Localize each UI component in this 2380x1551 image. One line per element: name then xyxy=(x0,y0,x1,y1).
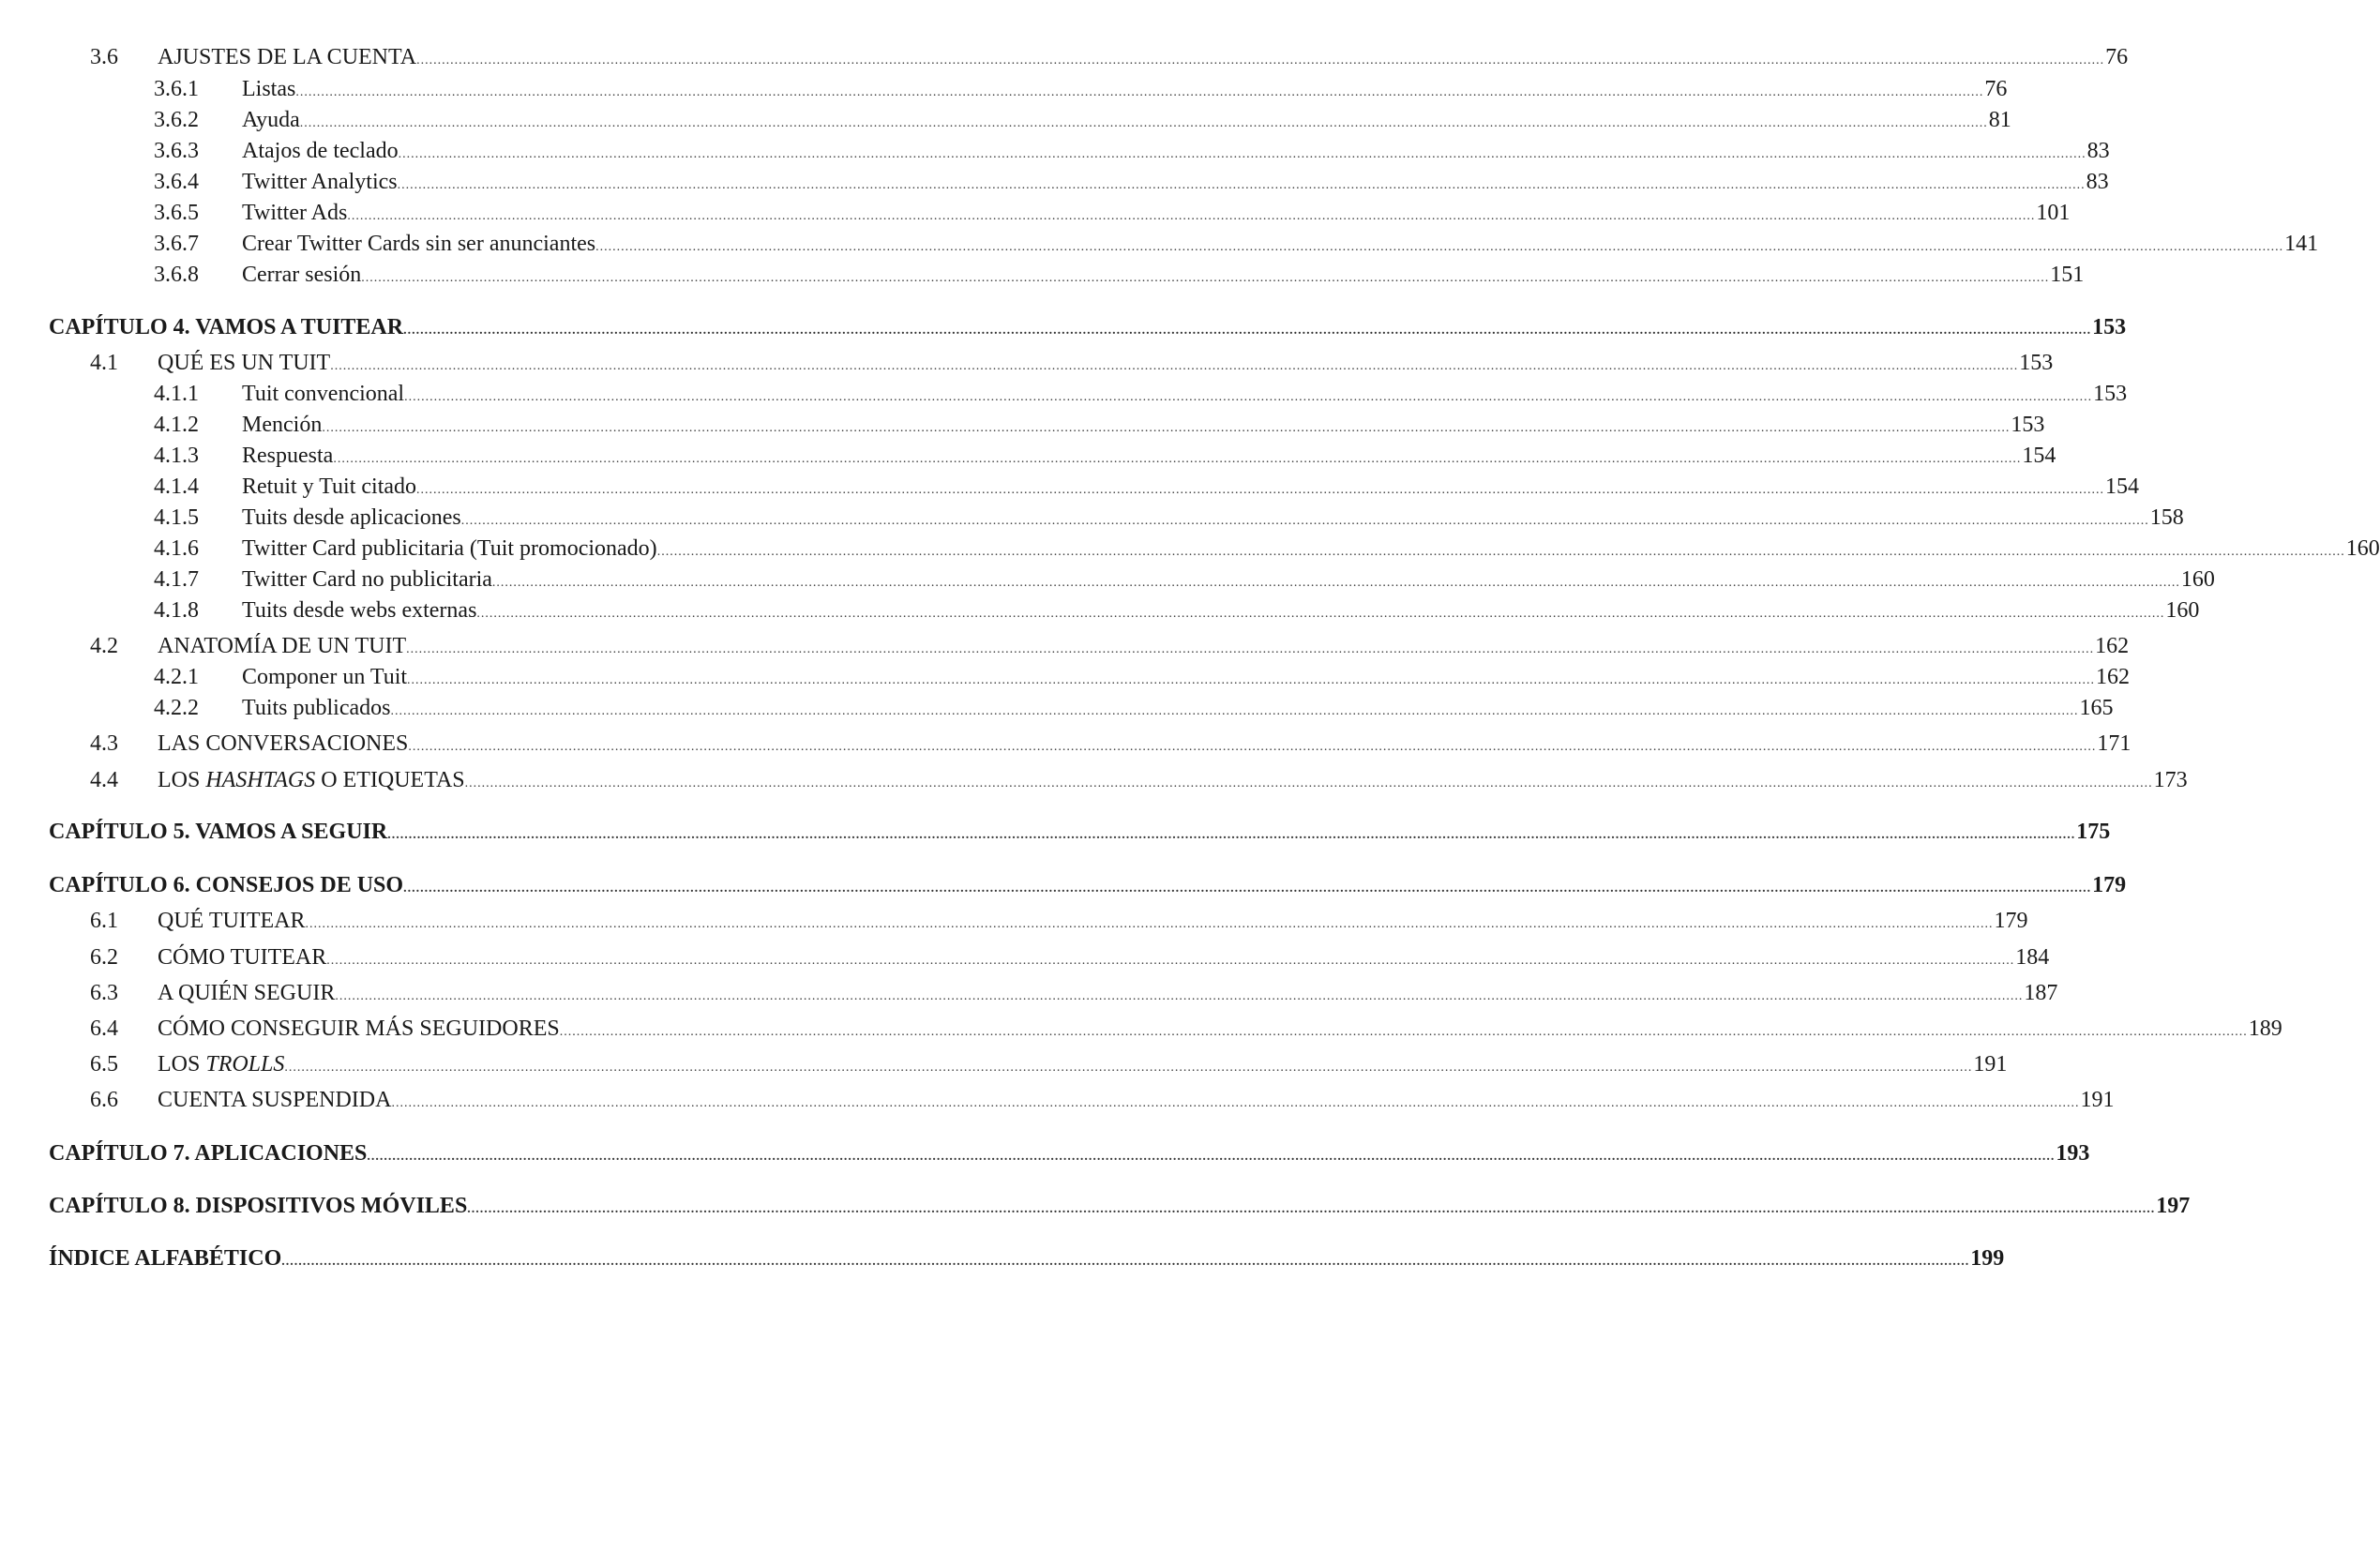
toc-entry-number: 6.1 xyxy=(90,909,118,933)
toc-section-entry[interactable] xyxy=(90,943,2050,975)
toc-entry-title-italic: HASHTAGS xyxy=(205,768,316,792)
dot-leader: ................................................................................................................................................................................................................................................................................................................................................................................................................ xyxy=(403,324,2092,338)
toc-chapter-entry[interactable] xyxy=(49,313,2127,345)
dot-leader: ................................................................................................................................................................................................................................................................................................................................................................................................................ xyxy=(476,607,2165,621)
toc-entry-number: 4.1.5 xyxy=(154,505,199,530)
toc-entry-number: 4.2.1 xyxy=(154,665,199,689)
dot-leader: ................................................................................................................................................................................................................................................................................................................................................................................................................ xyxy=(322,421,2011,435)
toc-entry-page-number: 154 xyxy=(2022,444,2056,468)
toc-entry-title-part: LOS xyxy=(158,768,206,792)
toc-subsection-entry[interactable] xyxy=(154,596,2200,628)
toc-entry-number: 4.4 xyxy=(90,768,118,792)
toc-entry-title-italic: TROLLS xyxy=(205,1052,285,1077)
toc-section-entry[interactable] xyxy=(90,1050,2008,1082)
dot-leader: ................................................................................................................................................................................................................................................................................................................................................................................................................ xyxy=(281,1255,1970,1269)
toc-entry-title: Tuits desde webs externas xyxy=(242,598,477,623)
toc-entry-title: Twitter Card publicitaria (Tuit promocionado) xyxy=(242,536,657,561)
toc-entry-page-number: 158 xyxy=(2149,505,2184,530)
dot-leader: ................................................................................................................................................................................................................................................................................................................................................................................................................ xyxy=(361,271,2050,285)
toc-entry-title: Tuit convencional xyxy=(242,382,405,406)
toc-entry-title: CAPÍTULO 8. DISPOSITIVOS MÓVILES xyxy=(49,1194,468,1218)
toc-chapter-entry[interactable] xyxy=(49,1244,2005,1276)
dot-leader: ................................................................................................................................................................................................................................................................................................................................................................................................................ xyxy=(407,673,2096,687)
toc-entry-title: CAPÍTULO 5. VAMOS A SEGUIR xyxy=(49,820,388,844)
toc-section-entry[interactable] xyxy=(90,349,2054,381)
toc-section-entry[interactable] xyxy=(90,907,2028,939)
toc-entry-title xyxy=(158,1050,284,1078)
toc-section-entry[interactable] xyxy=(90,1086,2115,1118)
dot-leader: ................................................................................................................................................................................................................................................................................................................................................................................................................ xyxy=(299,116,1988,130)
dot-leader: ................................................................................................................................................................................................................................................................................................................................................................................................................ xyxy=(387,828,2076,842)
toc-entry-title: Cerrar sesión xyxy=(242,263,362,287)
dot-leader: ................................................................................................................................................................................................................................................................................................................................................................................................................ xyxy=(305,917,1994,931)
toc-entry-title: CÓMO CONSEGUIR MÁS SEGUIDORES xyxy=(158,1016,560,1041)
dot-leader: ................................................................................................................................................................................................................................................................................................................................................................................................................ xyxy=(367,1150,2056,1164)
toc-subsection-entry[interactable] xyxy=(154,199,2071,231)
toc-entry-title: Tuits desde aplicaciones xyxy=(242,505,461,530)
toc-subsection-entry[interactable] xyxy=(154,75,2008,107)
dot-leader: ................................................................................................................................................................................................................................................................................................................................................................................................................ xyxy=(559,1025,2248,1039)
toc-entry-number: 4.1.1 xyxy=(154,382,199,406)
toc-entry-page-number: 171 xyxy=(2097,731,2131,756)
toc-entry-title: QUÉ TUITEAR xyxy=(158,909,306,933)
toc-entry-number: 3.6.5 xyxy=(154,201,199,225)
toc-chapter-entry[interactable] xyxy=(49,818,2111,850)
toc-entry-title: Twitter Card no publicitaria xyxy=(242,567,492,592)
toc-entry-page-number: 153 xyxy=(2019,351,2054,375)
toc-entry-number: 6.3 xyxy=(90,981,118,1005)
toc-entry-number: 3.6.2 xyxy=(154,108,199,132)
toc-entry-title: Listas xyxy=(242,77,296,101)
toc-entry-title: CAPÍTULO 7. APLICACIONES xyxy=(49,1141,368,1166)
toc-entry-title-part: LOS xyxy=(158,1052,206,1077)
dot-leader: ................................................................................................................................................................................................................................................................................................................................................................................................................ xyxy=(406,642,2095,656)
toc-entry-number: 3.6 xyxy=(90,45,118,69)
toc-entry-page-number: 173 xyxy=(2153,768,2188,792)
toc-entry-title: CAPÍTULO 4. VAMOS A TUITEAR xyxy=(49,315,404,339)
dot-leader: ................................................................................................................................................................................................................................................................................................................................................................................................................ xyxy=(335,989,2024,1003)
dot-leader: ................................................................................................................................................................................................................................................................................................................................................................................................................ xyxy=(416,53,2105,68)
dot-leader: ................................................................................................................................................................................................................................................................................................................................................................................................................ xyxy=(326,954,2015,968)
toc-entry-number: 4.1.3 xyxy=(154,444,199,468)
toc-entry-page-number: 187 xyxy=(2024,981,2058,1005)
toc-entry-page-number: 160 xyxy=(2165,598,2200,623)
toc-entry-title: Twitter Analytics xyxy=(242,170,398,194)
toc-entry-page-number: 184 xyxy=(2015,945,2050,970)
toc-section-entry[interactable] xyxy=(90,632,2130,664)
toc-chapter-entry[interactable] xyxy=(49,871,2127,903)
toc-entry-number: 3.6.7 xyxy=(154,232,199,256)
toc-subsection-entry[interactable] xyxy=(154,473,2140,504)
toc-entry-page-number: 76 xyxy=(1984,77,2008,101)
dot-leader: ................................................................................................................................................................................................................................................................................................................................................................................................................ xyxy=(398,147,2086,161)
toc-subsection-entry[interactable] xyxy=(154,137,2110,169)
toc-entry-page-number: 153 xyxy=(2093,382,2128,406)
toc-entry-title: Ayuda xyxy=(242,108,300,132)
toc-entry-number: 3.6.4 xyxy=(154,170,199,194)
toc-section-entry[interactable] xyxy=(90,979,2058,1011)
toc-entry-title: A QUIÉN SEGUIR xyxy=(158,981,336,1005)
toc-section-entry[interactable] xyxy=(90,43,2129,75)
dot-leader: ................................................................................................................................................................................................................................................................................................................................................................................................................ xyxy=(460,514,2149,528)
toc-entry-page-number: 162 xyxy=(2095,634,2130,658)
toc-section-entry[interactable] xyxy=(90,730,2131,761)
toc-subsection-entry[interactable] xyxy=(154,261,2085,293)
toc-chapter-entry[interactable] xyxy=(49,1192,2191,1224)
toc-entry-number: 6.2 xyxy=(90,945,118,970)
toc-entry-page-number: 83 xyxy=(2086,170,2109,194)
toc-entry-page-number: 154 xyxy=(2105,474,2140,499)
toc-subsection-entry[interactable] xyxy=(154,565,2215,597)
toc-entry-number: 6.6 xyxy=(90,1088,118,1112)
toc-entry-number: 4.1 xyxy=(90,351,118,375)
toc-subsection-entry[interactable] xyxy=(154,230,2319,262)
toc-entry-number: 4.1.6 xyxy=(154,536,199,561)
toc-subsection-entry[interactable] xyxy=(154,694,2114,726)
toc-subsection-entry[interactable] xyxy=(154,106,2011,138)
dot-leader: ................................................................................................................................................................................................................................................................................................................................................................................................................ xyxy=(333,452,2022,466)
toc-entry-number: 4.2.2 xyxy=(154,696,199,720)
toc-subsection-entry[interactable] xyxy=(154,380,2128,412)
toc-entry-title: CÓMO TUITEAR xyxy=(158,945,327,970)
toc-entry-number: 6.5 xyxy=(90,1052,118,1077)
toc-entry-page-number: 191 xyxy=(2080,1088,2115,1112)
toc-entry-title: Tuits publicados xyxy=(242,696,391,720)
dot-leader: ................................................................................................................................................................................................................................................................................................................................................................................................................ xyxy=(330,359,2019,373)
dot-leader: ................................................................................................................................................................................................................................................................................................................................................................................................................ xyxy=(391,1096,2080,1110)
toc-entry-number: 3.6.1 xyxy=(154,77,199,101)
toc-entry-title: Twitter Ads xyxy=(242,201,348,225)
toc-subsection-entry[interactable] xyxy=(154,535,2380,566)
toc-entry-number: 4.1.7 xyxy=(154,567,199,592)
dot-leader: ................................................................................................................................................................................................................................................................................................................................................................................................................ xyxy=(347,209,2036,223)
toc-entry-title-part: O ETIQUETAS xyxy=(315,768,465,792)
toc-entry-number: 3.6.8 xyxy=(154,263,199,287)
toc-entry-page-number: 160 xyxy=(2345,536,2380,561)
toc-entry-page-number: 175 xyxy=(2076,820,2111,844)
toc-entry-page-number: 83 xyxy=(2086,139,2110,163)
dot-leader: ................................................................................................................................................................................................................................................................................................................................................................................................................ xyxy=(390,704,2079,718)
dot-leader: ................................................................................................................................................................................................................................................................................................................................................................................................................ xyxy=(397,178,2086,192)
toc-entry-title: ÍNDICE ALFABÉTICO xyxy=(49,1246,282,1271)
toc-entry-title: AJUSTES DE LA CUENTA xyxy=(158,45,417,69)
toc-entry-number: 4.1.4 xyxy=(154,474,199,499)
dot-leader: ................................................................................................................................................................................................................................................................................................................................................................................................................ xyxy=(408,740,2097,754)
toc-entry-page-number: 141 xyxy=(2284,232,2319,256)
dot-leader: ................................................................................................................................................................................................................................................................................................................................................................................................................ xyxy=(491,576,2180,590)
toc-entry-title: Crear Twitter Cards sin ser anunciantes xyxy=(242,232,596,256)
toc-entry-page-number: 197 xyxy=(2156,1194,2191,1218)
toc-entry-page-number: 76 xyxy=(2105,45,2129,69)
toc-entry-page-number: 199 xyxy=(1970,1246,2005,1271)
toc-entry-page-number: 101 xyxy=(2036,201,2071,225)
toc-section-entry[interactable] xyxy=(90,766,2188,798)
toc-entry-page-number: 191 xyxy=(1973,1052,2008,1077)
toc-entry-number: 6.4 xyxy=(90,1016,118,1041)
dot-leader: ................................................................................................................................................................................................................................................................................................................................................................................................................ xyxy=(404,390,2093,404)
toc-chapter-entry[interactable] xyxy=(49,1139,2090,1171)
dot-leader: ................................................................................................................................................................................................................................................................................................................................................................................................................ xyxy=(464,776,2153,791)
toc-entry-title: Respuesta xyxy=(242,444,334,468)
dot-leader: ................................................................................................................................................................................................................................................................................................................................................................................................................ xyxy=(403,881,2092,896)
dot-leader: ................................................................................................................................................................................................................................................................................................................................................................................................................ xyxy=(595,240,2284,254)
toc-entry-title: ANATOMÍA DE UN TUIT xyxy=(158,634,407,658)
toc-entry-page-number: 165 xyxy=(2079,696,2114,720)
toc-entry-page-number: 153 xyxy=(2011,413,2045,437)
toc-entry-title: Componer un Tuit xyxy=(242,665,408,689)
toc-entry-page-number: 162 xyxy=(2096,665,2131,689)
toc-subsection-entry[interactable] xyxy=(154,411,2045,443)
toc-entry-page-number: 179 xyxy=(2092,873,2127,897)
toc-section-entry[interactable] xyxy=(90,1015,2282,1047)
toc-entry-title: QUÉ ES UN TUIT xyxy=(158,351,331,375)
toc-entry-number: 3.6.3 xyxy=(154,139,199,163)
toc-entry-page-number: 151 xyxy=(2050,263,2085,287)
toc-entry-title: Retuit y Tuit citado xyxy=(242,474,417,499)
toc-entry-page-number: 193 xyxy=(2056,1141,2090,1166)
toc-subsection-entry[interactable] xyxy=(154,663,2131,695)
toc-entry-title: Atajos de teclado xyxy=(242,139,399,163)
toc-entry-page-number: 160 xyxy=(2180,567,2215,592)
toc-entry-title xyxy=(158,766,465,794)
toc-entry-title: CAPÍTULO 6. CONSEJOS DE USO xyxy=(49,873,404,897)
dot-leader: ................................................................................................................................................................................................................................................................................................................................................................................................................ xyxy=(295,85,1984,99)
toc-entry-title: CUENTA SUSPENDIDA xyxy=(158,1088,392,1112)
toc-entry-title: Mención xyxy=(242,413,323,437)
dot-leader: ................................................................................................................................................................................................................................................................................................................................................................................................................ xyxy=(284,1061,1973,1075)
toc-entry-page-number: 81 xyxy=(1988,108,2011,132)
toc-entry-page-number: 189 xyxy=(2248,1016,2282,1041)
toc-entry-number: 4.1.2 xyxy=(154,413,199,437)
toc-entry-number: 4.3 xyxy=(90,731,118,756)
dot-leader: ................................................................................................................................................................................................................................................................................................................................................................................................................ xyxy=(656,545,2345,559)
dot-leader: ................................................................................................................................................................................................................................................................................................................................................................................................................ xyxy=(416,483,2105,497)
dot-leader: ................................................................................................................................................................................................................................................................................................................................................................................................................ xyxy=(467,1202,2156,1216)
toc-entry-page-number: 153 xyxy=(2092,315,2127,339)
toc-entry-page-number: 179 xyxy=(1994,909,2028,933)
toc-entry-number: 4.2 xyxy=(90,634,118,658)
toc-subsection-entry[interactable] xyxy=(154,442,2056,474)
toc-subsection-entry[interactable] xyxy=(154,504,2184,535)
toc-entry-title: LAS CONVERSACIONES xyxy=(158,731,409,756)
toc-subsection-entry[interactable] xyxy=(154,168,2109,200)
toc-entry-number: 4.1.8 xyxy=(154,598,199,623)
